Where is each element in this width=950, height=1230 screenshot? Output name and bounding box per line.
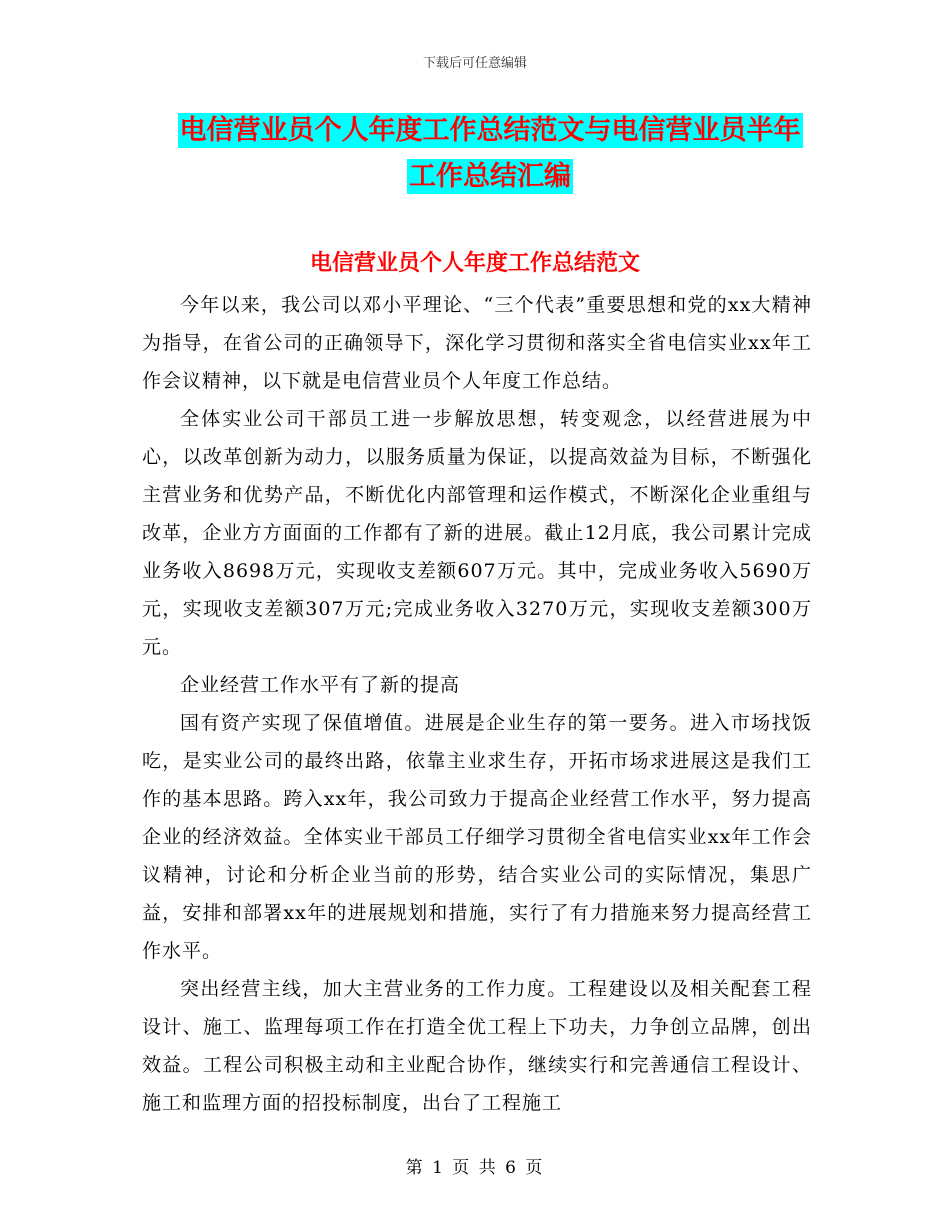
document-title-line-2: 工作总结汇编 (409, 161, 571, 192)
paragraph-subheading: 企业经营工作水平有了新的提高 (180, 674, 461, 696)
paragraph: 国有资产实现了保值增值。进展是企业生存的第一要务。进入市场找饭吃，是实业公司的最终出路，依靠主业求生存，开拓市场求进展这是我们工作的基本思路。跨入xx年，我公司致力于提高企业经营工作水平，努力提高企业的经济效益。全体实业干部员工仔细学习贯彻全省电信实业xx年工作会议精神，讨论和分析企业当前的形势，结合实业公司的实际情况，集思广益，安排和部署xx年的进展规划和措施，实行了有力措施来努力提高经营工作水平。 (142, 712, 812, 962)
header-note: 下载后可任意编辑 (422, 56, 527, 71)
paragraph: 全体实业公司干部员工进一步解放思想，转变观念，以经营进展为中心，以改革创新为动力，以服务质量为保证，以提高效益为目标，不断强化主营业务和优势产品，不断优化内部管理和运作模式，不断深化企业重组与改革，企业方方面面的工作都有了新的进展。截止12月底，我公司累计完成业务收入8698万元，实现收支差额607万元。其中，完成业务收入5690万元，实现收支差额307万元;完成业务收入3270万元，实现收支差额300万元。 (142, 408, 812, 658)
page-footer: 第 1 页 共 6 页 (405, 1158, 545, 1178)
paragraph: 突出经营主线，加大主营业务的工作力度。工程建设以及相关配套工程设计、施工、监理每项工作在打造全优工程上下功夫，力争创立品牌，创出效益。工程公司积极主动和主业配合协作，继续实行和完善通信工程设计、施工和监理方面的招投标制度，出台了工程施工 (142, 978, 812, 1114)
document-title-line-1: 电信营业员个人年度工作总结范文与电信营业员半年 (179, 115, 801, 146)
document-title (140, 108, 840, 200)
document-body (142, 286, 812, 1122)
paragraph: 今年以来，我公司以邓小平理论、“三个代表”重要思想和党的xx大精神为指导，在省公司的正确领导下，深化学习贯彻和落实全省电信实业xx年工作会议精神，以下就是电信营业员个人年度工作总结。 (142, 294, 812, 392)
section-title: 电信营业员个人年度工作总结范文 (309, 251, 640, 276)
